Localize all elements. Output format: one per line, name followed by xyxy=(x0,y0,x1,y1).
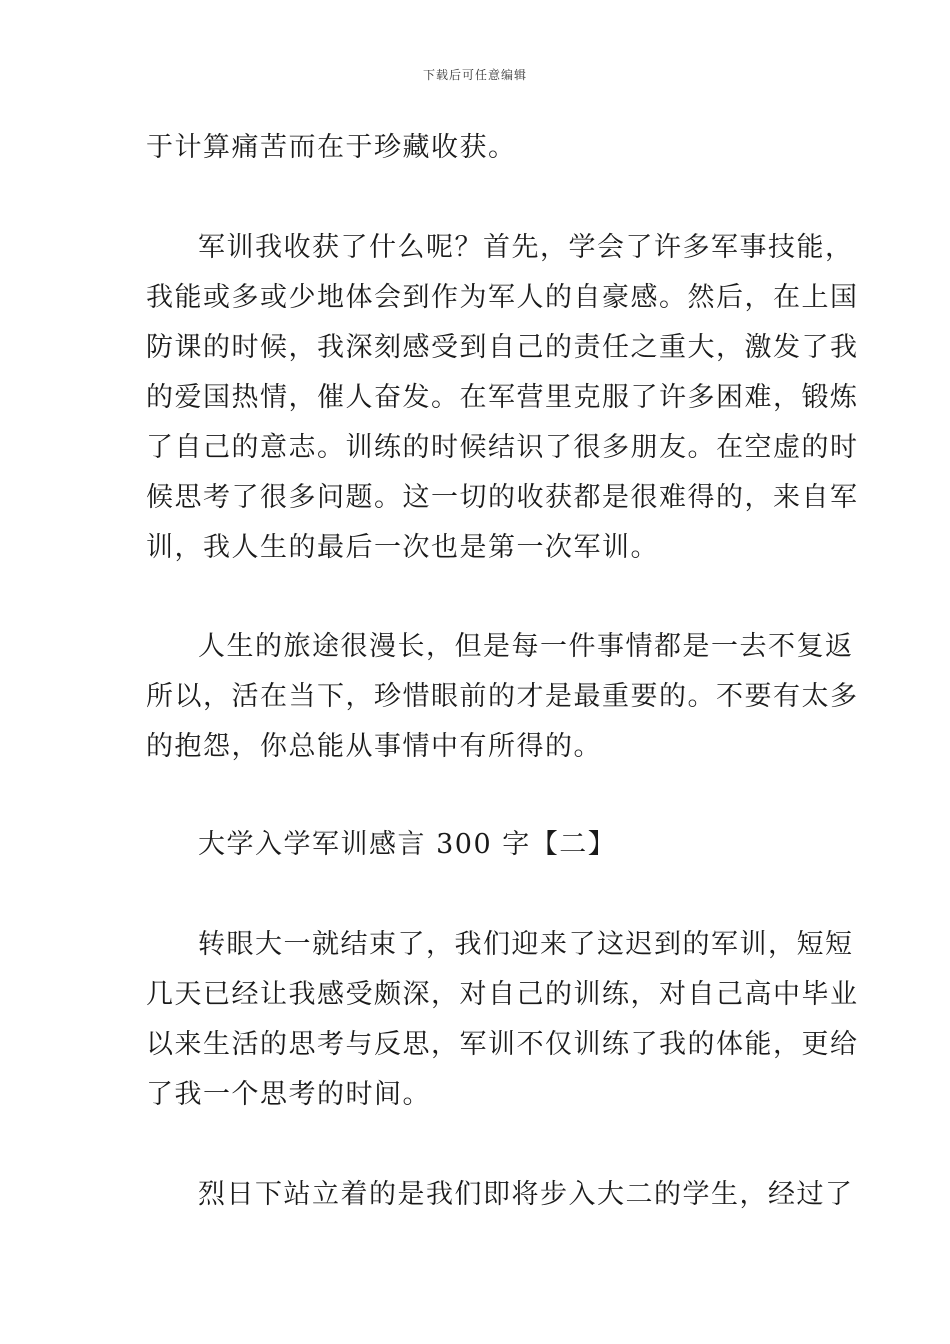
body-line: 的抱怨，你总能从事情中有所得的。 xyxy=(146,731,602,762)
body-line: 军训我收获了什么呢？首先，学会了许多军事技能， xyxy=(198,232,854,263)
body-line: 以来生活的思考与反思，军训不仅训练了我的体能，更给 xyxy=(146,1029,859,1060)
body-line: 了我一个思考的时间。 xyxy=(146,1079,431,1110)
body-line: 训，我人生的最后一次也是第一次军训。 xyxy=(146,532,659,563)
body-line: 的爱国热情，催人奋发。在军营里克服了许多困难，锻炼 xyxy=(146,382,859,413)
body-line: 人生的旅途很漫长，但是每一件事情都是一去不复返 xyxy=(198,631,854,662)
body-line: 我能或多或少地体会到作为军人的自豪感。然后，在上国 xyxy=(146,282,859,313)
body-line: 所以，活在当下，珍惜眼前的才是最重要的。不要有太多 xyxy=(146,681,859,712)
body-line: 于计算痛苦而在于珍藏收获。 xyxy=(146,132,517,163)
section-heading: 大学入学军训感言 300 字【二】 xyxy=(198,829,617,860)
body-line: 转眼大一就结束了，我们迎来了这迟到的军训，短短 xyxy=(198,929,854,960)
body-line: 几天已经让我感受颇深，对自己的训练，对自己高中毕业 xyxy=(146,979,859,1010)
page-header: 下载后可任意编辑 xyxy=(422,68,527,82)
body-line: 烈日下站立着的是我们即将步入大二的学生，经过了 xyxy=(198,1179,854,1210)
body-line: 候思考了很多问题。这一切的收获都是很难得的，来自军 xyxy=(146,482,859,513)
body-line: 防课的时候，我深刻感受到自己的责任之重大，激发了我 xyxy=(146,332,859,363)
body-line: 了自己的意志。训练的时候结识了很多朋友。在空虚的时 xyxy=(146,432,859,463)
